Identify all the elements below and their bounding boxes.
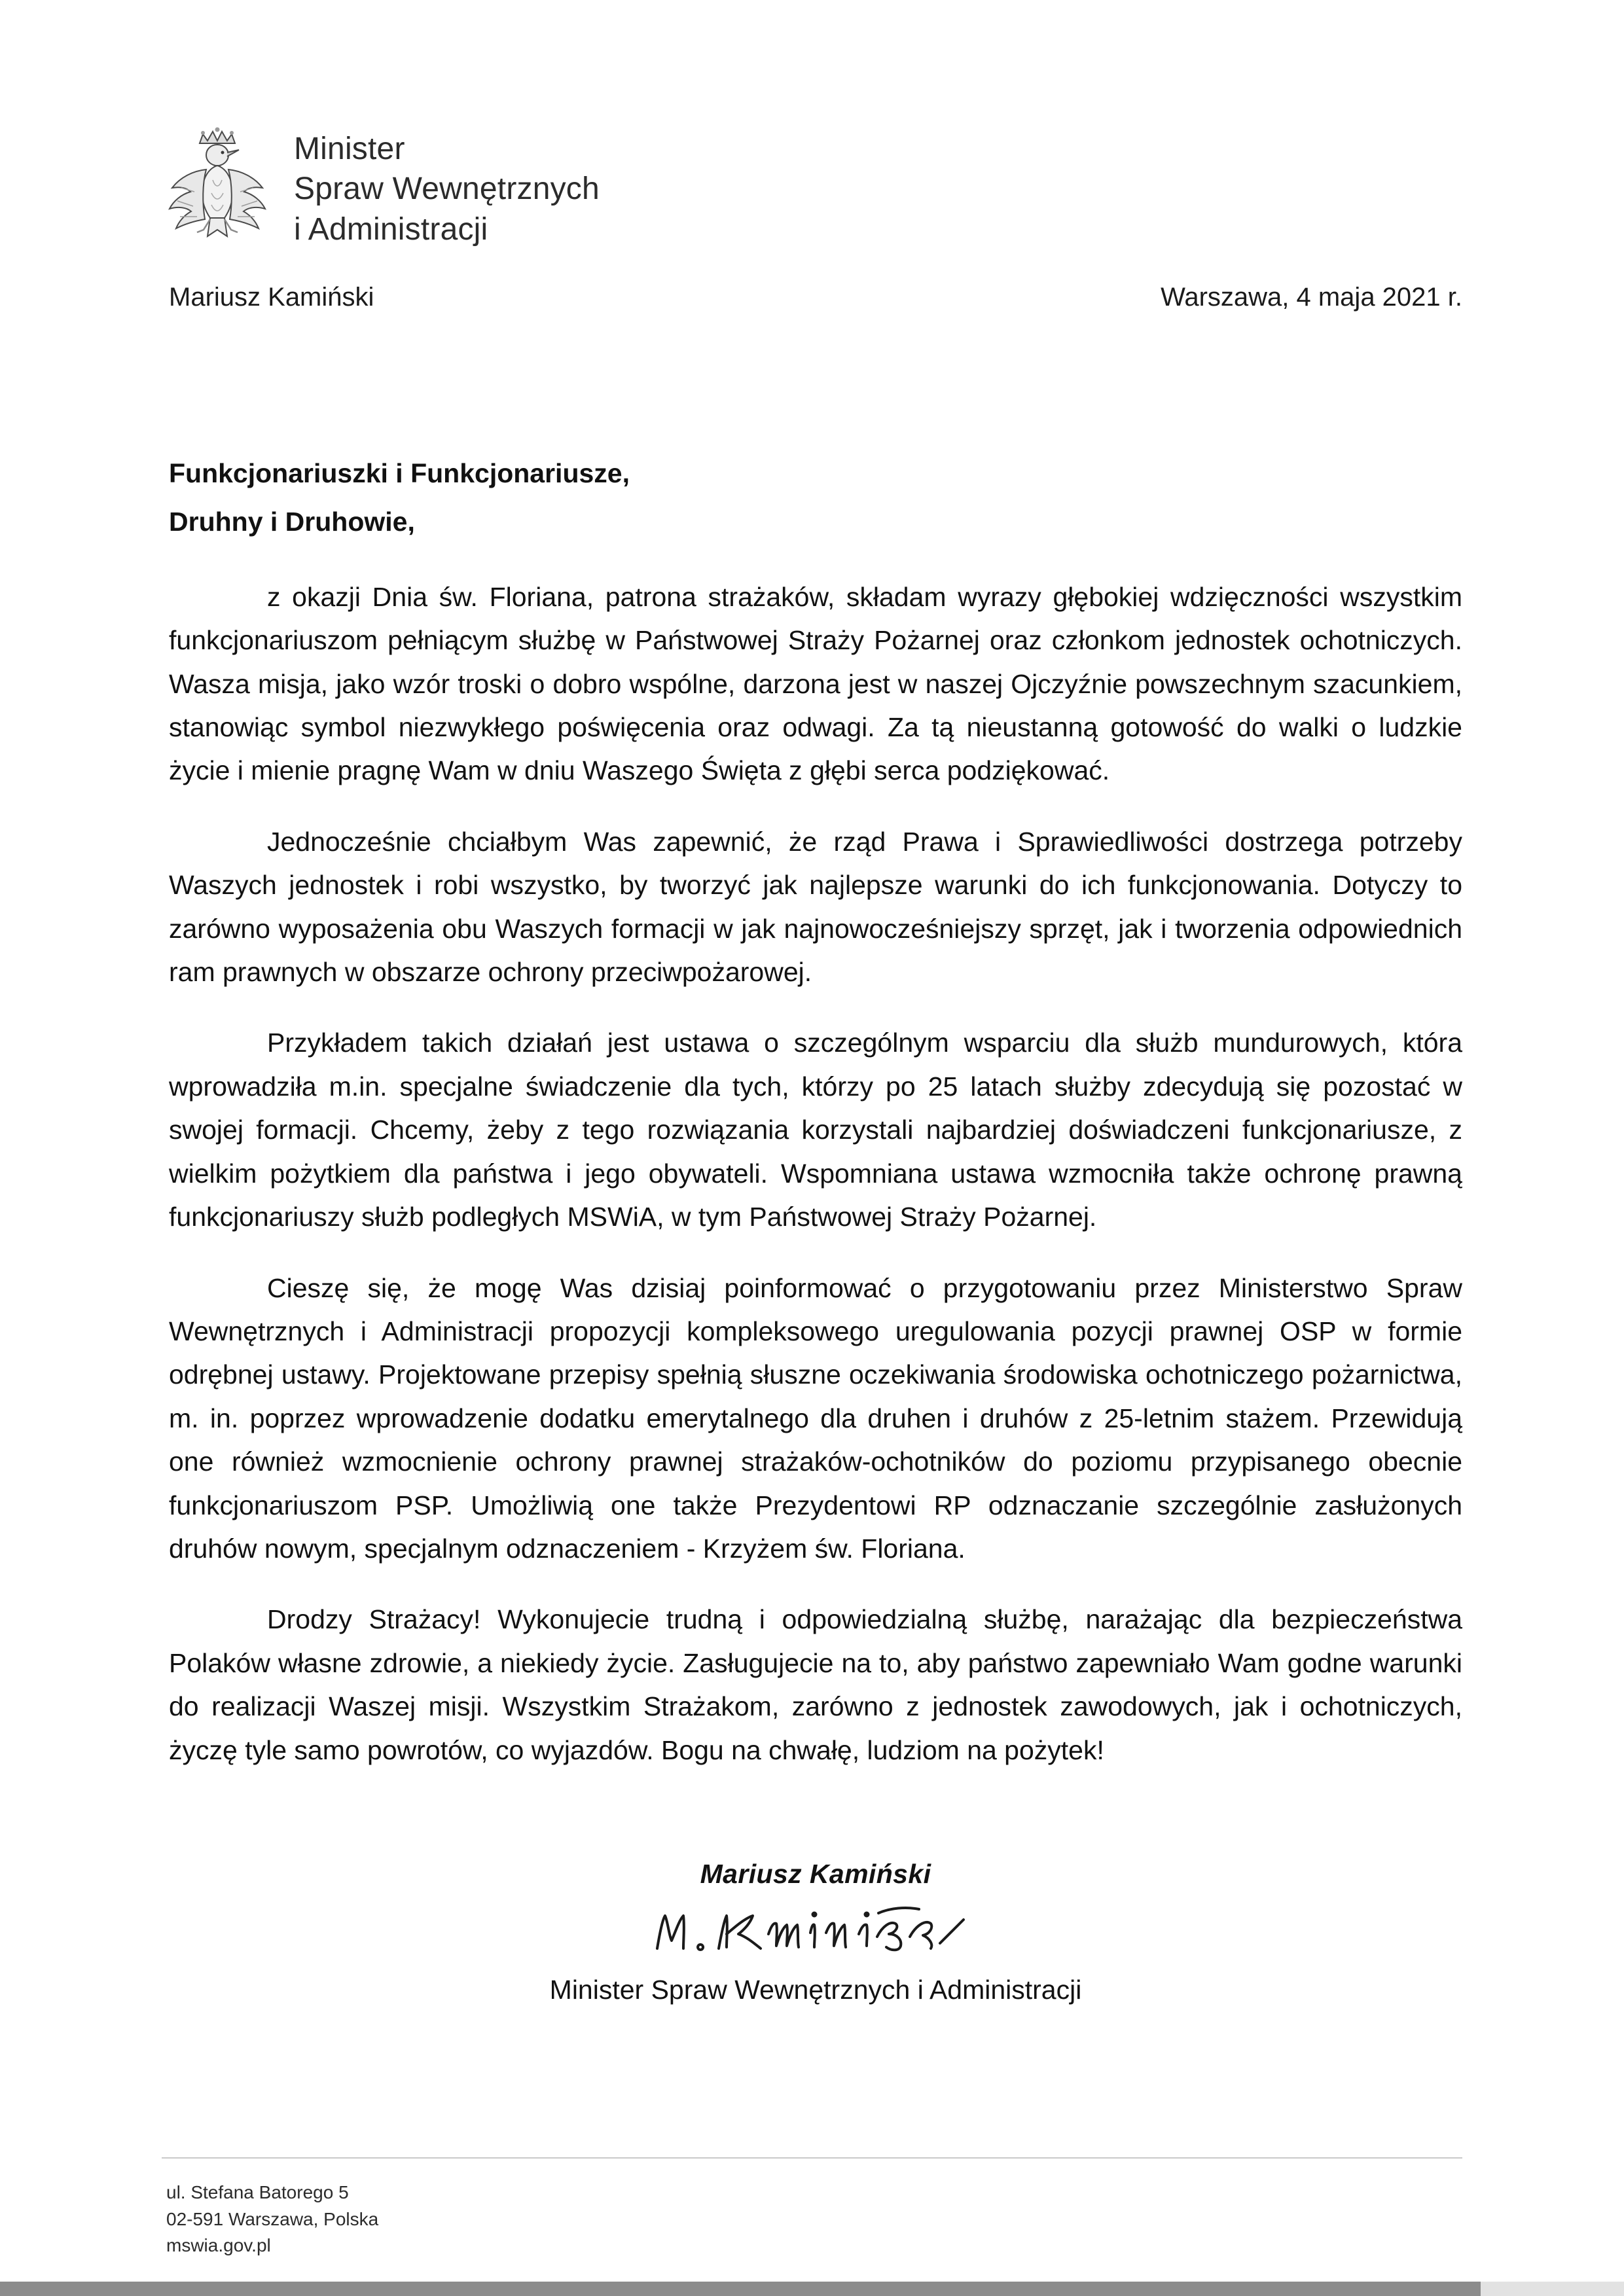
footer-color-bar xyxy=(0,2282,1624,2296)
letterhead xyxy=(162,115,600,249)
ministry-title-line-2: Spraw Wewnętrznych xyxy=(294,171,600,207)
signature-block xyxy=(169,1859,1462,2005)
footer-address-city: 02-591 Warszawa, Polska xyxy=(166,2208,379,2229)
ministry-title-line-3: i Administracji xyxy=(294,211,488,247)
signature-title: Minister Spraw Wewnętrznych i Administracji xyxy=(549,1975,1082,2005)
page-footer xyxy=(0,2152,1624,2296)
polish-eagle-emblem-icon xyxy=(162,115,273,242)
paragraph: Jednocześnie chciałbym Was zapewnić, że rząd Prawa i Sprawiedliwości dostrzega potrzeby Waszych jednostek i robi wszystko, by tworzyć jak najlepsze warunki do ich funkcjonowania. Dotyczy to zarówno wyposażenia obu Waszych formacji w jak najnowocześniejszy sprzęt, jak i tworzenia odpowiednich ram prawnych w obszarze ochrony przeciwpożarowej. xyxy=(169,826,1462,988)
signature-name: Mariusz Kamiński xyxy=(700,1859,931,1889)
footer-bar-segment-light xyxy=(1481,2282,1624,2296)
footer-bar-segment-dark xyxy=(0,2282,1481,2296)
footer-divider xyxy=(162,2157,1462,2159)
footer-website: mswia.gov.pl xyxy=(166,2235,271,2256)
paragraph: Drodzy Strażacy! Wykonujecie trudną i odpowiedzialną służbę, narażając dla bezpieczeństwa Polaków własne zdrowie, a niekiedy życie. Zasługujecie na to, aby państwo zapewniało Wam godne warunki do realizacji Waszej misji. Wszystkim Strażakom, zarówno z jednostek zawodowych, jak i ochotniczych, życzę tyle samo powrotów, co wyjazdów. Bogu na chwałę, ludziom na pożytek! xyxy=(169,1604,1462,1765)
handwritten-signature-icon xyxy=(169,1900,1462,1963)
salutation-line-1: Funkcjonariuszki i Funkcjonariusze, xyxy=(169,458,630,488)
paragraph: Cieszę się, że mogę Was dzisiaj poinformować o przygotowaniu przez Ministerstwo Spraw Wewnętrznych i Administracji propozycji kompleksowego uregulowania pozycji prawnej OSP w formie odrębnej ustawy. Projektowane przepisy spełnią słuszne oczekiwania środowiska ochotniczego pożarnictwa, m. in. poprzez wprowadzenie dodatku emerytalnego dla druhen i druhów z 25-letnim stażem. Przewidują one również wzmocnienie ochrony prawnej strażaków-ochotników do poziomu przypisanego obecnie funkcjonariuszom PSP. Umożliwią one także Prezydentowi RP odznaczanie szczególnie zasłużonych druhów nowym, specjalnym odznaczeniem - Krzyżem św. Floriana. xyxy=(169,1272,1462,1564)
ministry-title xyxy=(294,115,600,249)
footer-address-street: ul. Stefana Batorego 5 xyxy=(166,2182,349,2202)
place-and-date: Warszawa, 4 maja 2021 r. xyxy=(1161,283,1462,312)
footer-address xyxy=(166,2179,378,2259)
salutation xyxy=(169,452,1462,544)
salutation-line-2: Druhny i Druhowie, xyxy=(169,507,415,537)
ministry-title-line-1: Minister xyxy=(294,132,405,166)
letter-body xyxy=(169,452,1462,1772)
paragraph: Przykładem takich działań jest ustawa o szczególnym wsparciu dla służb mundurowych, która wprowadziła m.in. specjalne świadczenie dla tych, którzy po 25 latach służby zdecydują się pozostać w swojej formacji. Chcemy, żeby z tego rozwiązania korzystali najbardziej doświadczeni funkcjonariusze, z wielkim pożytkiem dla państwa i jego obywateli. Wspomniana ustawa wzmocniła także ochronę prawną funkcjonariuszy służb podległych MSWiA, w tym Państwowej Straży Pożarnej. xyxy=(169,1028,1462,1232)
minister-name: Mariusz Kamiński xyxy=(169,283,374,312)
paragraph: z okazji Dnia św. Floriana, patrona strażaków, składam wyrazy głębokiej wdzięczności wszystkim funkcjonariuszom pełniącym służbę w Państwowej Straży Pożarnej oraz członkom jednostek ochotniczych. Wasza misja, jako wzór troski o dobro wspólne, darzona jest w naszej Ojczyźnie powszechnym szacunkiem, stanowiąc symbol niezwykłego poświęcenia oraz odwagi. Za tą nieustanną gotowość do walki o ludzkie życie i mienie pragnę Wam w dniu Waszego Święta z głębi serca podziękować. xyxy=(169,581,1462,786)
